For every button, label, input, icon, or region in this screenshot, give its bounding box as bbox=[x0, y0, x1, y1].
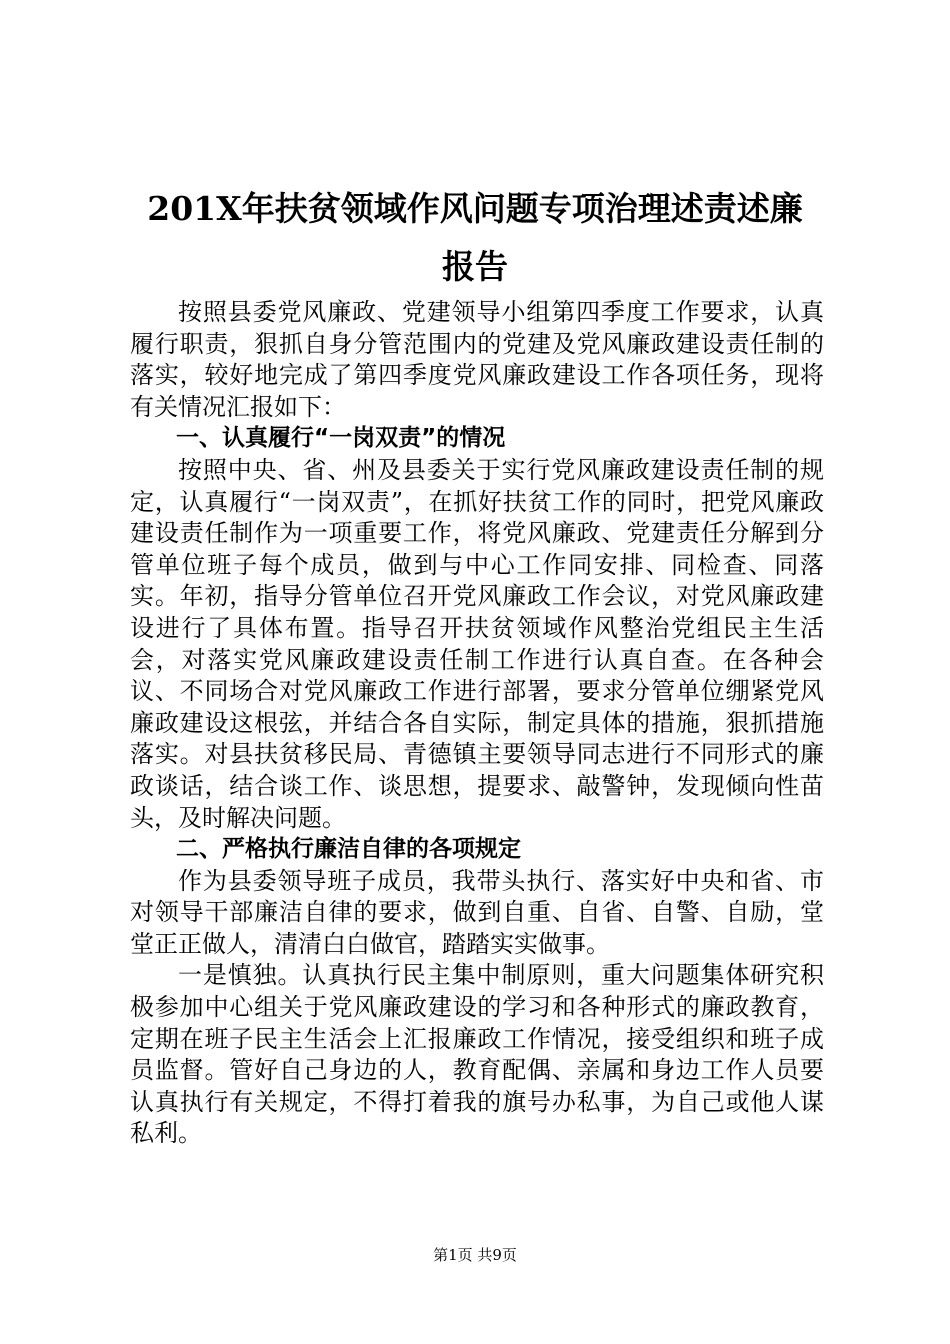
section-heading-2: 二、严格执行廉洁自律的各项规定 bbox=[176, 836, 521, 863]
section-2-paragraph-1: 作为县委领导班子成员，我带头执行、落实好中央和省、市对领导干部廉洁自律的要求，做到自重、自省、自警、自励，堂堂正正做人，清清白白做官，踏踏实实做事。 bbox=[130, 866, 824, 958]
document-title-line-1: 201X年扶贫领域作风问题专项治理述责述廉 bbox=[147, 189, 803, 228]
section-heading-1: 一、认真履行“一岗双责”的情况 bbox=[176, 425, 506, 452]
section-2-paragraph-2: 一是慎独。认真执行民主集中制原则，重大问题集体研究积极参加中心组关于党风廉政建设的学习和各种形式的廉政教育，定期在班子民主生活会上汇报廉政工作情况，接受组织和班子成员监督。管好自己身边的人，教育配偶、亲属和身边工作人员要认真执行有关规定，不得打着我的旗号办私事，为自己或他人谋私利。 bbox=[130, 961, 824, 1148]
section-1-paragraph: 按照中央、省、州及县委关于实行党风廉政建设责任制的规定，认真履行“一岗双责”，在抓好扶贫工作的同时，把党风廉政建设责任制作为一项重要工作，将党风廉政、党建责任分解到分管单位班子每个成员，做到与中心工作同安排、同检查、同落实。年初，指导分管单位召开党风廉政工作会议，对党风廉政建设进行了具体布置。指导召开扶贫领域作风整治党组民主生活会，对落实党风廉政建设责任制工作进行认真自查。在各种会议、不同场合对党风廉政工作进行部署，要求分管单位绷紧党风廉政建设这根弦，并结合各自实际，制定具体的措施，狠抓措施落实。对县扶贫移民局、青德镇主要领导同志进行不同形式的廉政谈话，结合谈工作、谈思想，提要求、敲警钟，发现倾向性苗头，及时解决问题。 bbox=[130, 455, 824, 832]
page-number-footer: 第1页 共9页 bbox=[433, 1246, 517, 1264]
document-title-line-2: 报告 bbox=[442, 247, 508, 286]
intro-paragraph: 按照县委党风廉政、党建领导小组第四季度工作要求，认真履行职责，狠抓自身分管范围内的党建及党风廉政建设责任制的落实，较好地完成了第四季度党风廉政建设工作各项任务，现将有关情况汇报如下： bbox=[130, 298, 824, 421]
document-body bbox=[130, 297, 824, 1150]
